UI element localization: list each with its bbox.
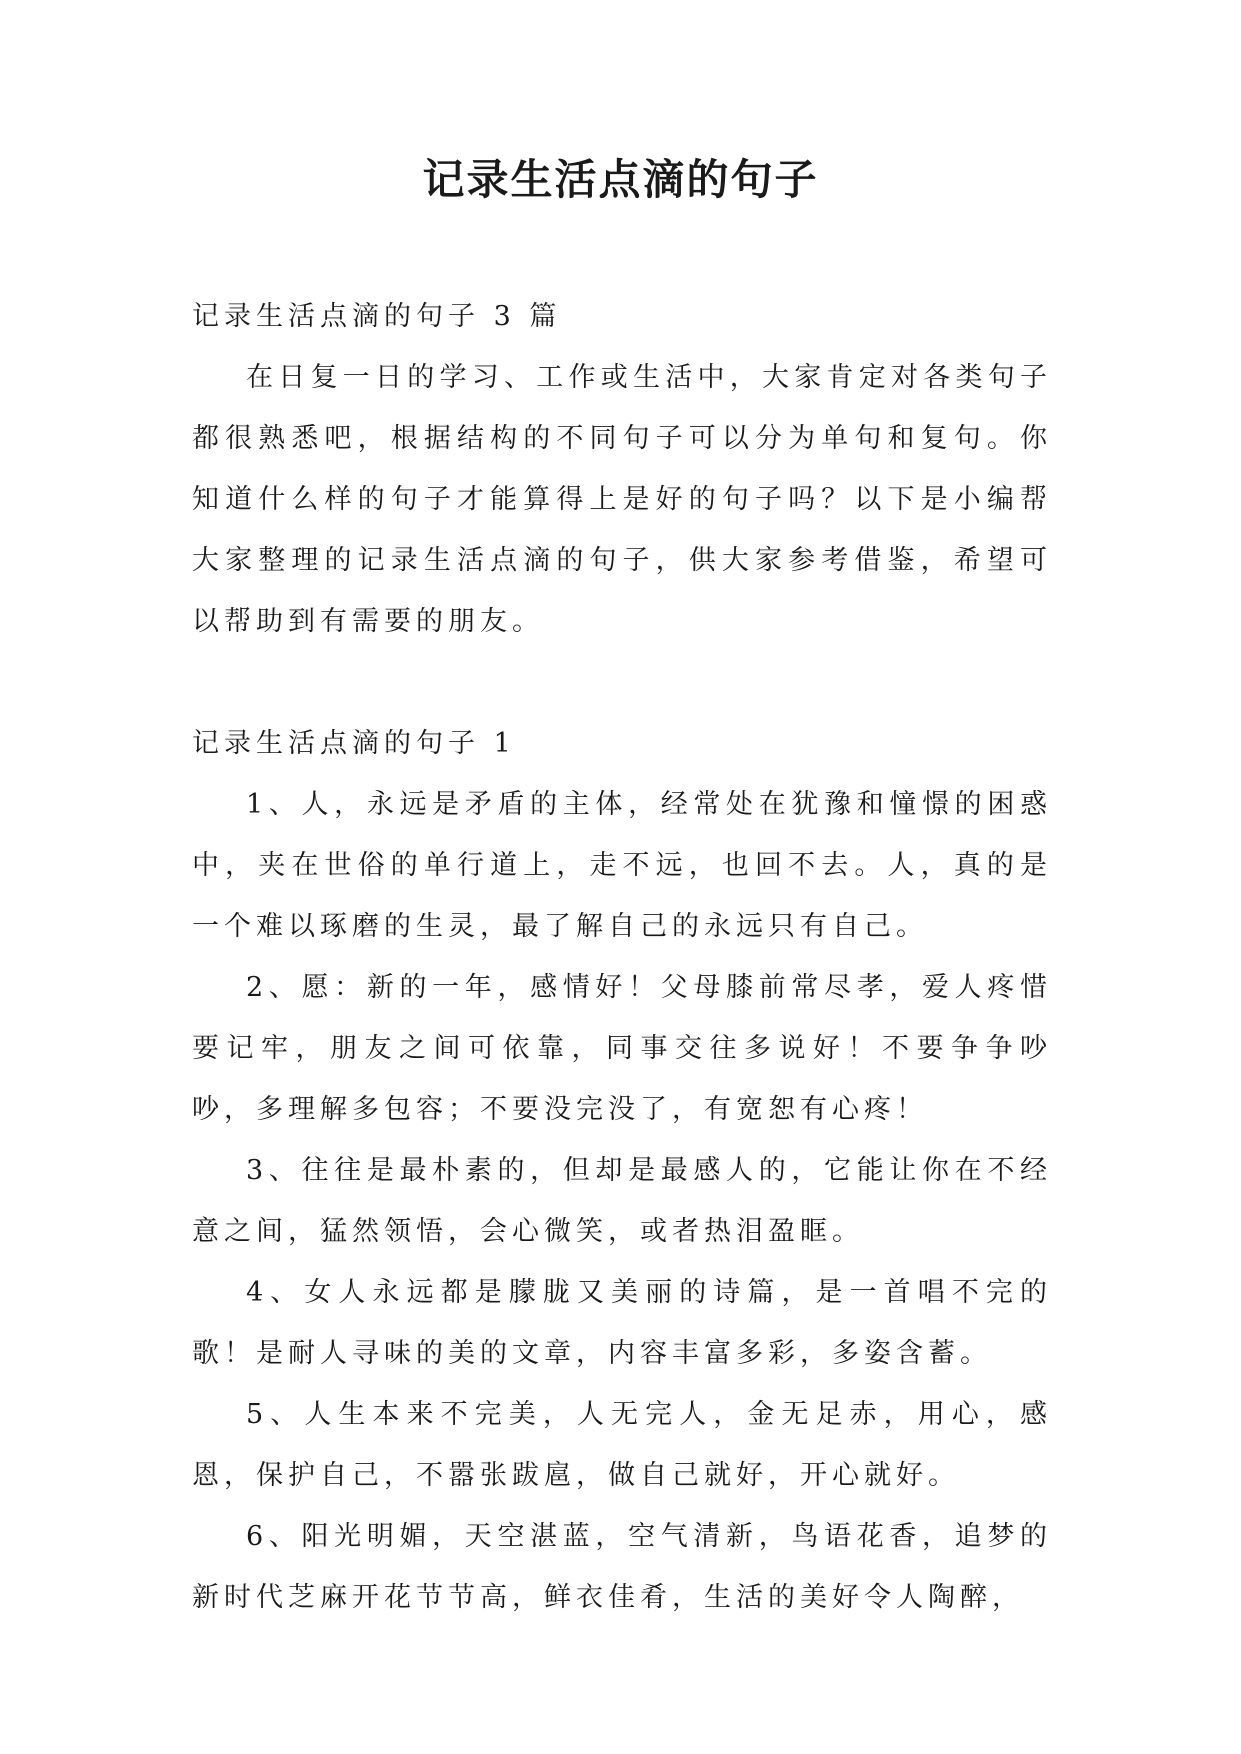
section-spacer — [192, 652, 1052, 713]
page-title: 记录生活点滴的句子 — [422, 155, 819, 204]
list-item: 4、女人永远都是朦胧又美丽的诗篇，是一首唱不完的歌！是耐人寻味的美的文章，内容丰富多彩，多姿含蓄。 — [192, 1277, 1052, 1369]
intro-heading: 记录生活点滴的句子 3 篇 — [192, 301, 562, 332]
list-item: 1、人，永远是矛盾的主体，经常处在犹豫和憧憬的困惑中，夹在世俗的单行道上，走不远，也回不去。人，真的是一个难以琢磨的生灵，最了解自己的永远只有自己。 — [192, 789, 1052, 942]
list-item: 6、阳光明媚，天空湛蓝，空气清新，鸟语花香，追梦的新时代芝麻开花节节高，鲜衣佳肴，生活的美好令人陶醉， — [192, 1521, 1052, 1613]
document-body — [192, 286, 1052, 1628]
list-item: 3、往往是最朴素的，但却是最感人的，它能让你在不经意之间，猛然领悟，会心微笑，或者热泪盈眶。 — [192, 1155, 1052, 1247]
list-item: 5、人生本来不完美，人无完人，金无足赤，用心，感恩，保护自己，不嚣张跋扈，做自己就好，开心就好。 — [192, 1399, 1052, 1491]
section-heading: 记录生活点滴的句子 1 — [192, 728, 516, 759]
list-item: 2、愿：新的一年，感情好！父母膝前常尽孝，爱人疼惜要记牢，朋友之间可依靠，同事交往多说好！不要争争吵吵，多理解多包容；不要没完没了，有宽恕有心疼！ — [192, 972, 1052, 1125]
intro-paragraph: 在日复一日的学习、工作或生活中，大家肯定对各类句子都很熟悉吧，根据结构的不同句子可以分为单句和复句。你知道什么样的句子才能算得上是好的句子吗？以下是小编帮大家整理的记录生活点滴的句子，供大家参考借鉴，希望可以帮助到有需要的朋友。 — [192, 362, 1052, 637]
